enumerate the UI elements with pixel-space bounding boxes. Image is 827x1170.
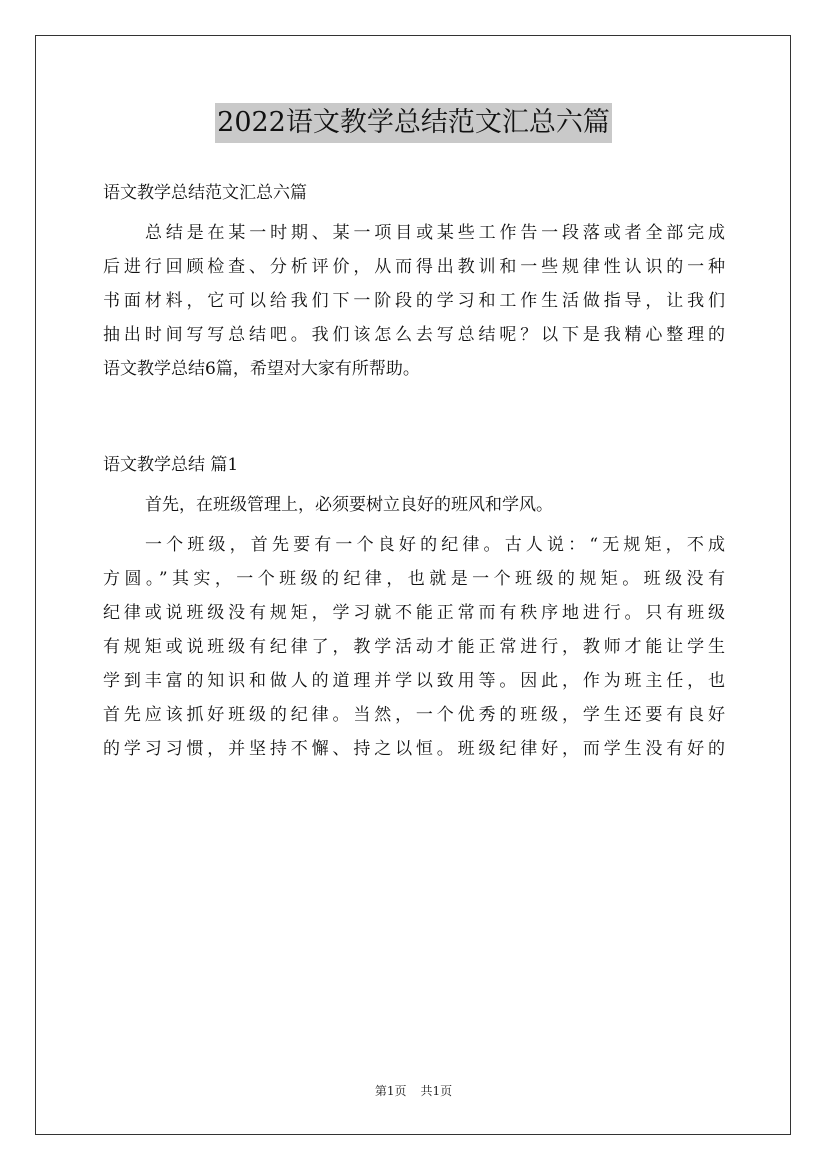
- paragraph-line: 首先应该抓好班级的纪律。当然，一个优秀的班级，学生还要有良好: [103, 705, 725, 725]
- section-heading: 语文教学总结 篇1: [103, 455, 239, 475]
- section-paragraph-1: 首先，在班级管理上，必须要树立良好的班风和学风。: [145, 495, 553, 515]
- page-number: 第1页: [374, 1084, 407, 1098]
- intro-line: 后进行回顾检查、分析评价，从而得出教训和一些规律性认识的一种: [103, 257, 725, 277]
- paragraph-line: 的学习习惯，并坚持不懈、持之以恒。班级纪律好，而学生没有好的: [103, 739, 725, 759]
- paragraph-line: 学到丰富的知识和做人的道理并学以致用等。因此，作为班主任，也: [103, 671, 725, 691]
- page-total: 共1页: [420, 1084, 453, 1098]
- paragraph-line: 一个班级，首先要有一个良好的纪律。古人说：“无规矩，不成: [145, 535, 725, 555]
- intro-line: 总结是在某一时期、某一项目或某些工作告一段落或者全部完成: [145, 223, 725, 243]
- document-body: [103, 176, 725, 766]
- intro-line: 语文教学总结6篇，希望对大家有所帮助。: [103, 359, 420, 379]
- section-paragraph-2: [103, 528, 725, 766]
- intro-line: 书面材料，它可以给我们下一阶段的学习和工作生活做指导，让我们: [103, 291, 725, 311]
- title-container: [0, 103, 827, 143]
- paragraph-line: 有规矩或说班级有纪律了，教学活动才能正常进行，教师才能让学生: [103, 637, 725, 657]
- intro-line: 抽出时间写写总结吧。我们该怎么去写总结呢？以下是我精心整理的: [103, 325, 725, 345]
- subtitle: 语文教学总结范文汇总六篇: [103, 183, 307, 203]
- document-title: 2022语文教学总结范文汇总六篇: [215, 103, 612, 143]
- paragraph-line: 方圆。”其实，一个班级的纪律，也就是一个班级的规矩。班级没有: [103, 569, 725, 589]
- intro-paragraph: [103, 216, 725, 386]
- paragraph-line: 纪律或说班级没有规矩，学习就不能正常而有秩序地进行。只有班级: [103, 603, 725, 623]
- page-footer: [0, 1082, 827, 1100]
